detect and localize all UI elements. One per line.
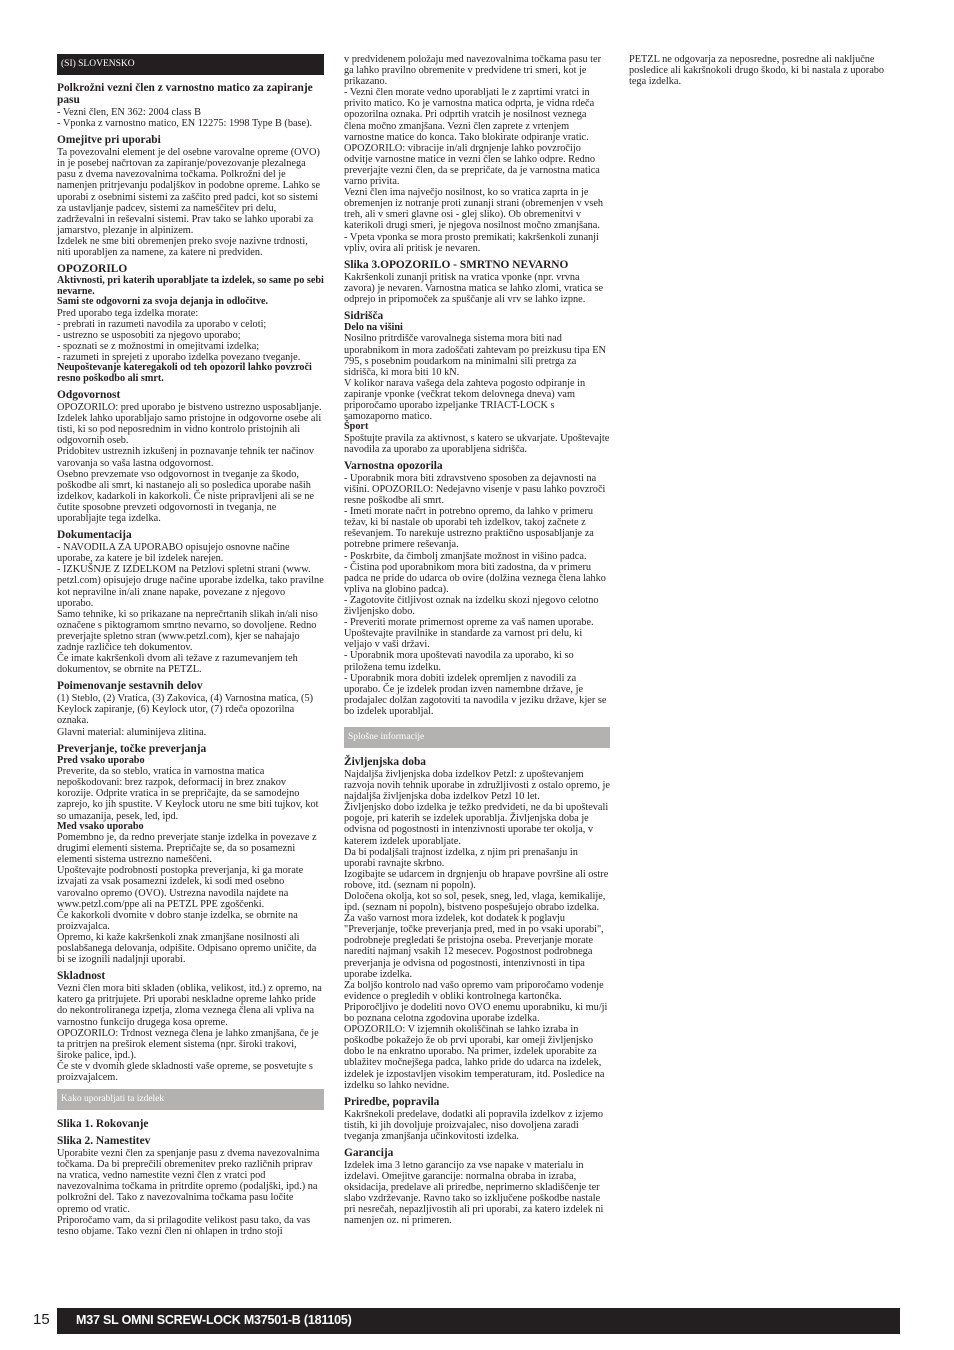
- inspection-subheading: Pred vsako uporabo: [57, 754, 145, 766]
- precautions-text: - Uporabnik mora biti zdravstveno sposoben za dejavnosti na višini. OPOZORILO: Nedejavno visenje v pasu lahko povzroči resne poškodbe ali smrt.: [344, 472, 606, 507]
- documentation-text: - NAVODILA ZA UPORABO opisujejo osnovne načine uporabe, za katere je bil izdelek narejen.: [57, 542, 290, 565]
- precautions-text: - Preveriti morate primernost opreme za vaš namen uporabe. Upoštevajte pravilnike in standarde za varnost pri delu, ki veljajo v vaši državi.: [344, 617, 594, 651]
- precautions-text: - Zagotovite čitljivost oznak na izdelku skozi njegovo celotno življenjsko dobo.: [344, 594, 599, 618]
- lifetime-text: Življenjsko dobo izdelka je težko predvideti, ne da bi upoštevali pogoje, pri katerih se izdelek uporablja. Življenjska doba je odvisna od pogostnosti in intenzivnosti uporabe ter okolja, v katerem izdelek uporabljate.: [344, 802, 609, 847]
- modifications-text: Kakršnekoli predelave, dodatki ali popravila izdelkov z izjemo tistih, ki jih dovoljuje proizvajalec, niso dovoljena zaradi tveganja zmanjšanja učinkovitosti izdelka.: [344, 1108, 604, 1142]
- installation-text: - Vezni člen morate vedno uporabljati le z zaprtimi vratci in privito matico. Ko je varnostna matica odprta, je vidna rdeča opozorilna oznaka. Pri odprtih vratcih je nosilnost veznega člena močno zmanjšana. Vezni člen zaprete z vrtenjem varnostne matice do konca. Tako blokirate odpiranje vratic. OPOZORILO: vibracije in/ali drgnjenje lahko povzročijo odvitje varnostne matice in vezni člen se lahko odpre. Redno preverjajte vezni člen, da se prepričate, da je varnostna matica varno privita.: [344, 87, 600, 188]
- scope-text: Izdelek ne sme biti obremenjen preko svoje nazivne trdnosti, niti uporabljen za namene, za katere ni predviden.: [57, 235, 308, 259]
- page-number: 15: [33, 1311, 50, 1328]
- inspection-text: Opremo, ki kaže kakršenkoli znak zmanjšane nosilnosti ali poslabšanega delovanja, odpišite. Odpisano opremo uničite, da bi se izognili nadaljnji uporabi.: [57, 931, 317, 966]
- product-title: Polkrožni vezni člen z varnostno matico za zapiranje pasu: [57, 82, 313, 106]
- footer: [0, 1308, 954, 1334]
- anchors-text: V kolikor narava vašega dela zahteva pogosto odpiranje in zapiranje vponke (večkrat tekom delovnega dneva) vam priporočamo uporabo izpeljanke TRIACT-LOCK s samozaporno matico.: [344, 377, 586, 423]
- scope-text: Ta povezovalni element je del osebne varovalne opreme (OVO) in je posebej načrtovan za zapiranje/povezovanje plezalnega pasu z dvema navezovalnima točkama. Polkrožni del je namenjen pritrjevanju podaljškov in podobne opreme. Lahko se uporabi z osebnimi sistemi za zaščito pred padci, kot so sistemi za ustavljanje padcev, sistemi za nameščitev pri delu, zadrževalni in reševalni sistemi. Prav tako se lahko uporabi za jamarstvo, plezanje in alpinizem.: [57, 147, 321, 236]
- parts-text: (1) Steblo, (2) Vratica, (3) Zakovica, (4) Varnostna matica, (5) Keylock zapiranje, (6) Keylock utor, (7) rdeča opozorilna oznaka.: [57, 693, 314, 727]
- compatibility-text: Če ste v dvomih glede skladnosti vaše opreme, se posvetujte s proizvajalcem.: [57, 1060, 313, 1083]
- text-column-2: [344, 54, 610, 1227]
- installation-text: Priporočamo vam, da si prilagodite velikost pasu tako, da vas tesno objame. Tako vezni člen ni ohlapen in trdno stoji: [57, 1214, 311, 1237]
- lifetime-text: Za boljšo kontrolo nad vašo opremo vam priporočamo vodenje evidence o pregledih v obliki kontrolnega kartončka. Priporočljivo je dodeliti novo OVO enemu uporabniku, ki mu/ji bo poznana celotna zgodovina uporabe izdelka.: [344, 979, 608, 1025]
- compatibility-heading: Skladnost: [57, 970, 106, 983]
- parts-text: Glavni material: aluminijeva zlitina.: [57, 726, 207, 738]
- text-column-1: [57, 54, 324, 1237]
- compatibility-text: Vezni člen mora biti skladen (oblika, velikost, itd.) z opremo, na katero ga pritrjujete. Pri uporabi neskladne opreme lahko pride do nekontroliranega izpetja, zloma veznega člena ali vpliva na varnostno funkcijo drugega kosa opreme.: [57, 983, 322, 1028]
- inspection-text: Preverite, da so steblo, vratica in varnostna matica nepoškodovani: brez razpok, deformacij in brez znakov korozije. Odprite vratica in se prepričajte, da se samodejno zaprejo, ko jih spustite. V Keylock utoru ne sme biti tujkov, kot so umazanija, pesek, led, ipd.: [57, 766, 319, 822]
- lifetime-text: Za vašo varnost mora izdelek, kot dodatek k poglavju "Preverjanje, točke preverjanja pred, med in po vsaki uporabi", podrobneje pregledati še pristojna oseba. Preverjanje morate narediti najmanj vsakih 12 mesecev. Pogostnost podrobnega preverjanja je odvisna od pogostnosti, intenzivnosti in tipa uporabe izdelka.: [344, 913, 604, 980]
- modifications-heading: Priredbe, popravila: [344, 1095, 440, 1108]
- compatibility-text: OPOZORILO: Trdnost veznega člena je lahko zmanjšana, če je ta pritrjen na preširok element sistema (npr. široki trakovi, široke palice, ipd.).: [57, 1027, 319, 1061]
- responsibility-text: Pridobitev ustreznih izkušenj in poznavanje tehnik ter načinov varovanja so vaša lastna odgovornost.: [57, 446, 315, 469]
- standard-line: - Vezni člen, EN 362: 2004 class B: [57, 107, 201, 118]
- precautions-text: - Uporabnik mora dobiti izdelek opremljen z navodili za uporabo. Če je izdelek prodan izven namembne države, je prodajalec dolžan zagotoviti ta navodila v jeziku države, kjer se bo izdelek uporabljal.: [344, 672, 607, 717]
- responsibility-text: Osebno prevzemate vso odgovornost in tveganje za škodo, poškodbe ali smrt, ki nastanejo ali so posledica uporabe naših izdelkov, kadarkoli in kakorkoli. Če niste pripravljeni ali se ne čutite sposobne prevzeti odgovornosti in tveganja, ne uporabljajte tega izdelka.: [57, 468, 314, 525]
- installation-text: - Vpeta vponka se mora prosto premikati; kakršenkoli zunanji vpliv, ovira ali pritisk je nevaren.: [344, 231, 599, 254]
- anchors-text: Nosilno pritrdišče varovalnega sistema mora biti nad uporabnikom in mora zadoščati zahtevam po preizkusu tipa EN 795, s posebnim poudarkom na minimalni sili pretrga za sidrišča, ki mora biti 10 kN.: [344, 333, 606, 378]
- warning-heading: OPOZORILO: [57, 263, 128, 276]
- lifetime-text: Določena okolja, kot so sol, pesek, sneg, led, vlaga, kemikalije, ipd. (seznam ni popoln), bistveno pospešujejo obrabo izdelka.: [344, 891, 606, 914]
- warning-text: - spoznati se z možnostmi in omejitvami izdelka;: [57, 340, 260, 352]
- precautions-text: - Imeti morate načrt in potrebno opremo, da lahko v primeru težav, ki bi nastale ob uporabi teh izdelkov, takoj začnete z reševanjem. To narekuje ustrezno praktično usposabljanje za potrebne primere reševanja.: [344, 506, 594, 551]
- installation-text: Vezni člen ima največjo nosilnost, ko so vratica zaprta in je obremenjen iz notranje proti zunanji strani (obremenjen v vseh treh, ali v smeri glavne osi - glej sliko). Ob obremenitvi v katerikoli drugi smeri, je njegova nosilnost močno zmanjšana.: [344, 187, 604, 232]
- documentation-text: Samo tehnike, ki so prikazane na neprečrtanih slikah in/ali niso označene s piktogramom smrtno nevarno, so dovoljene. Redno preverjajte spletno stran (www.petzl.com), kjer se nahajajo zadnje različice teh dokumentov.: [57, 608, 318, 653]
- language-header: (SI) SLOVENSKO: [57, 54, 324, 75]
- anchors-text: Spoštujte pravila za aktivnost, s katero se ukvarjate. Upoštevajte navodila za uporabo za uporabljena sidrišča.: [344, 432, 610, 455]
- general-info-bar: Splošne informacije: [344, 727, 610, 748]
- lifetime-text: Izogibajte se udarcem in drgnjenju ob hrapave površine ali ostre robove, itd. (seznam ni popoln).: [344, 868, 609, 891]
- scope-heading: Omejitve pri uporabi: [57, 134, 161, 147]
- figure-2-heading: Slika 2. Namestitev: [57, 1135, 151, 1148]
- inspection-text: Upoštevajte podrobnosti postopka preverjanja, ki ga morate izvajati za vsak posamezni izdelek, ki sodi med osebno varovalno opremo (OVO). Ustrezna navodila najdete na www.petzl.com/ppe ali na PETZL PPE zgoščenki.: [57, 865, 304, 910]
- precautions-heading: Varnostna opozorila: [344, 459, 443, 472]
- figure-3-heading: Slika 3.OPOZORILO - SMRTNO NEVARNO: [344, 258, 569, 271]
- parts-heading: Poimenovanje sestavnih delov: [57, 680, 203, 693]
- footer-bar: [57, 1308, 900, 1334]
- warning-text: - razumeti in sprejeti z uporabo izdelka povezano tveganje.: [57, 352, 301, 363]
- precautions-text: - Poskrbite, da čimbolj zmanjšate možnost in višino padca.: [344, 550, 587, 562]
- inspection-subheading: Med vsako uporabo: [57, 820, 144, 832]
- figure-3-text: Kakršenkoli zunanji pritisk na vratica vponke (npr. vrvna zavora) je nevaren. Varnostna matica se lahko zlomi, vratica se odprejo in pripomoček za spuščanje ali vrv se lahko izpne.: [344, 271, 604, 305]
- lifetime-heading: Življenjska doba: [344, 755, 426, 768]
- lifetime-text: Da bi podaljšali trajnost izdelka, z njim pri prenašanju in uporabi ravnajte skrbno.: [344, 846, 578, 869]
- guarantee-heading: Garancija: [344, 1146, 394, 1159]
- responsibility-text: Izdelek lahko uporabljajo samo pristojne in odgovorne osebe ali tisti, ki so pod neposrednim in vidno kontrolo pristojnih ali odgovornih oseb.: [57, 413, 322, 447]
- inspection-text: Če kakorkoli dvomite v dobro stanje izdelka, se obrnite na proizvajalca.: [57, 909, 298, 932]
- lifetime-text: OPOZORILO: V izjemnih okoliščinah se lahko izraba in poškodbe pokažejo že ob prvi uporabi, kar omeji življenjsko dobo le na enkratno uporabo. Na primer, izdelek uporabite za ublažitev močnejšega padca, lahko pride do udarca na izdelek, izdelek je izpostavljen visokim temperaturam, itd. Posledice na izdelku so lahko nevidne.: [344, 1024, 605, 1091]
- guarantee-text: Izdelek ima 3 letno garancijo za vse napake v materialu in izdelavi. Omejitve garancije: normalna obraba in izraba, oksidacija, predelave ali priredbe, neprimerno skladiščenje ter slabo vzdrževanje. Ravno tako so izključene poškodbe nastale pri nesrečah, nepazljivostih ali pri uporabi, za katero izdelek ni namenjen oz. ni primeren.: [344, 1159, 604, 1227]
- anchors-subheading: Šport: [344, 421, 369, 433]
- responsibility-heading: Odgovornost: [57, 389, 121, 402]
- inspection-text: Pomembno je, da redno preverjate stanje izdelka in povezave z drugimi elementi sistema. Prepričajte se, da so posamezni elementi sistema ustrezno nameščeni.: [57, 832, 317, 866]
- warning-bold: Aktivnosti, pri katerih uporabljate ta izdelek, so same po sebi nevarne.: [57, 275, 324, 297]
- lifetime-text: Najdaljša življenjska doba izdelkov Petzl: z upoštevanjem razvoja novih tehnik uporabe in združljivosti z ostalo opremo, je najdaljša življenjska doba izdelkov Petzl 10 let.: [344, 768, 610, 803]
- documentation-heading: Dokumentacija: [57, 529, 132, 542]
- figure-1-heading: Slika 1. Rokovanje: [57, 1118, 149, 1131]
- text-column-3: [629, 54, 894, 87]
- documentation-text: Če imate kakršenkoli dvom ali težave z razumevanjem teh dokumentov, se obrnite na PETZL.: [57, 653, 298, 676]
- how-to-use-bar: Kako uporabljati ta izdelek: [57, 1089, 324, 1110]
- responsibility-text: OPOZORILO: pred uporabo je bistveno ustrezno usposabljanje.: [57, 402, 322, 414]
- warning-bold: Neupoštevanje kateregakoli od teh opozoril lahko povzroči resno poškodbo ali smrt.: [57, 362, 312, 384]
- warning-bold: Sami ste odgovorni za svoja dejanja in odločitve.: [57, 296, 269, 308]
- standard-line: - Vponka z varnostno matico, EN 12275: 1998 Type B (base).: [57, 118, 313, 130]
- warning-text: Pred uporabo tega izdelka morate:: [57, 307, 199, 319]
- installation-text: Uporabite vezni člen za spenjanje pasu z dvema navezovalnima točkama. Da bi preprečili obremenitev preko različnih priprav na vratica, vedno namestite vezni člen z vratci pod navezovalnima točkama in pritrdite opremo (podaljški, ipd.) na polkrožni del. Tako z navezovalnima točkama pasu ločite opremo od vratic.: [57, 1148, 320, 1215]
- liability-text: PETZL ne odgovarja za neposredne, posredne ali naključne posledice ali kakršnokoli drugo škodo, ki bi nastala z uporabo tega izdelka.: [629, 54, 885, 88]
- anchors-subheading: Delo na višini: [344, 321, 403, 333]
- precautions-text: - Uporabnik mora upoštevati navodila za uporabo, ki so priložena temu izdelku.: [344, 650, 574, 673]
- warning-text: - ustrezno se usposobiti za njegovo uporabo;: [57, 329, 241, 341]
- inspection-heading: Preverjanje, točke preverjanja: [57, 742, 207, 755]
- documentation-text: - IZKUŠNJE Z IZDELKOM na Petzlovi spletni strani (www. petzl.com) opisujejo druge načine uporabe izdelka, tako pravilne kot nepravilne in/ali znane napake, povezane z njegovo uporabo.: [57, 564, 324, 609]
- anchors-heading: Sidrišča: [344, 309, 384, 322]
- precautions-text: - Čistina pod uporabnikom mora biti zadostna, da v primeru padca ne pride do udarca ob ovire (dolžina veznega člena lahko vpliva na globino padca).: [344, 561, 606, 595]
- document-reference: M37 SL OMNI SCREW-LOCK M37501-B (181105): [76, 1313, 352, 1327]
- installation-text: v predvidenem položaju med navezovalnima točkama pasu ter ga lahko pravilno obremenite v predvidene tri smeri, kot je prikazano.: [344, 54, 602, 88]
- warning-text: - prebrati in razumeti navodila za uporabo v celoti;: [57, 318, 267, 330]
